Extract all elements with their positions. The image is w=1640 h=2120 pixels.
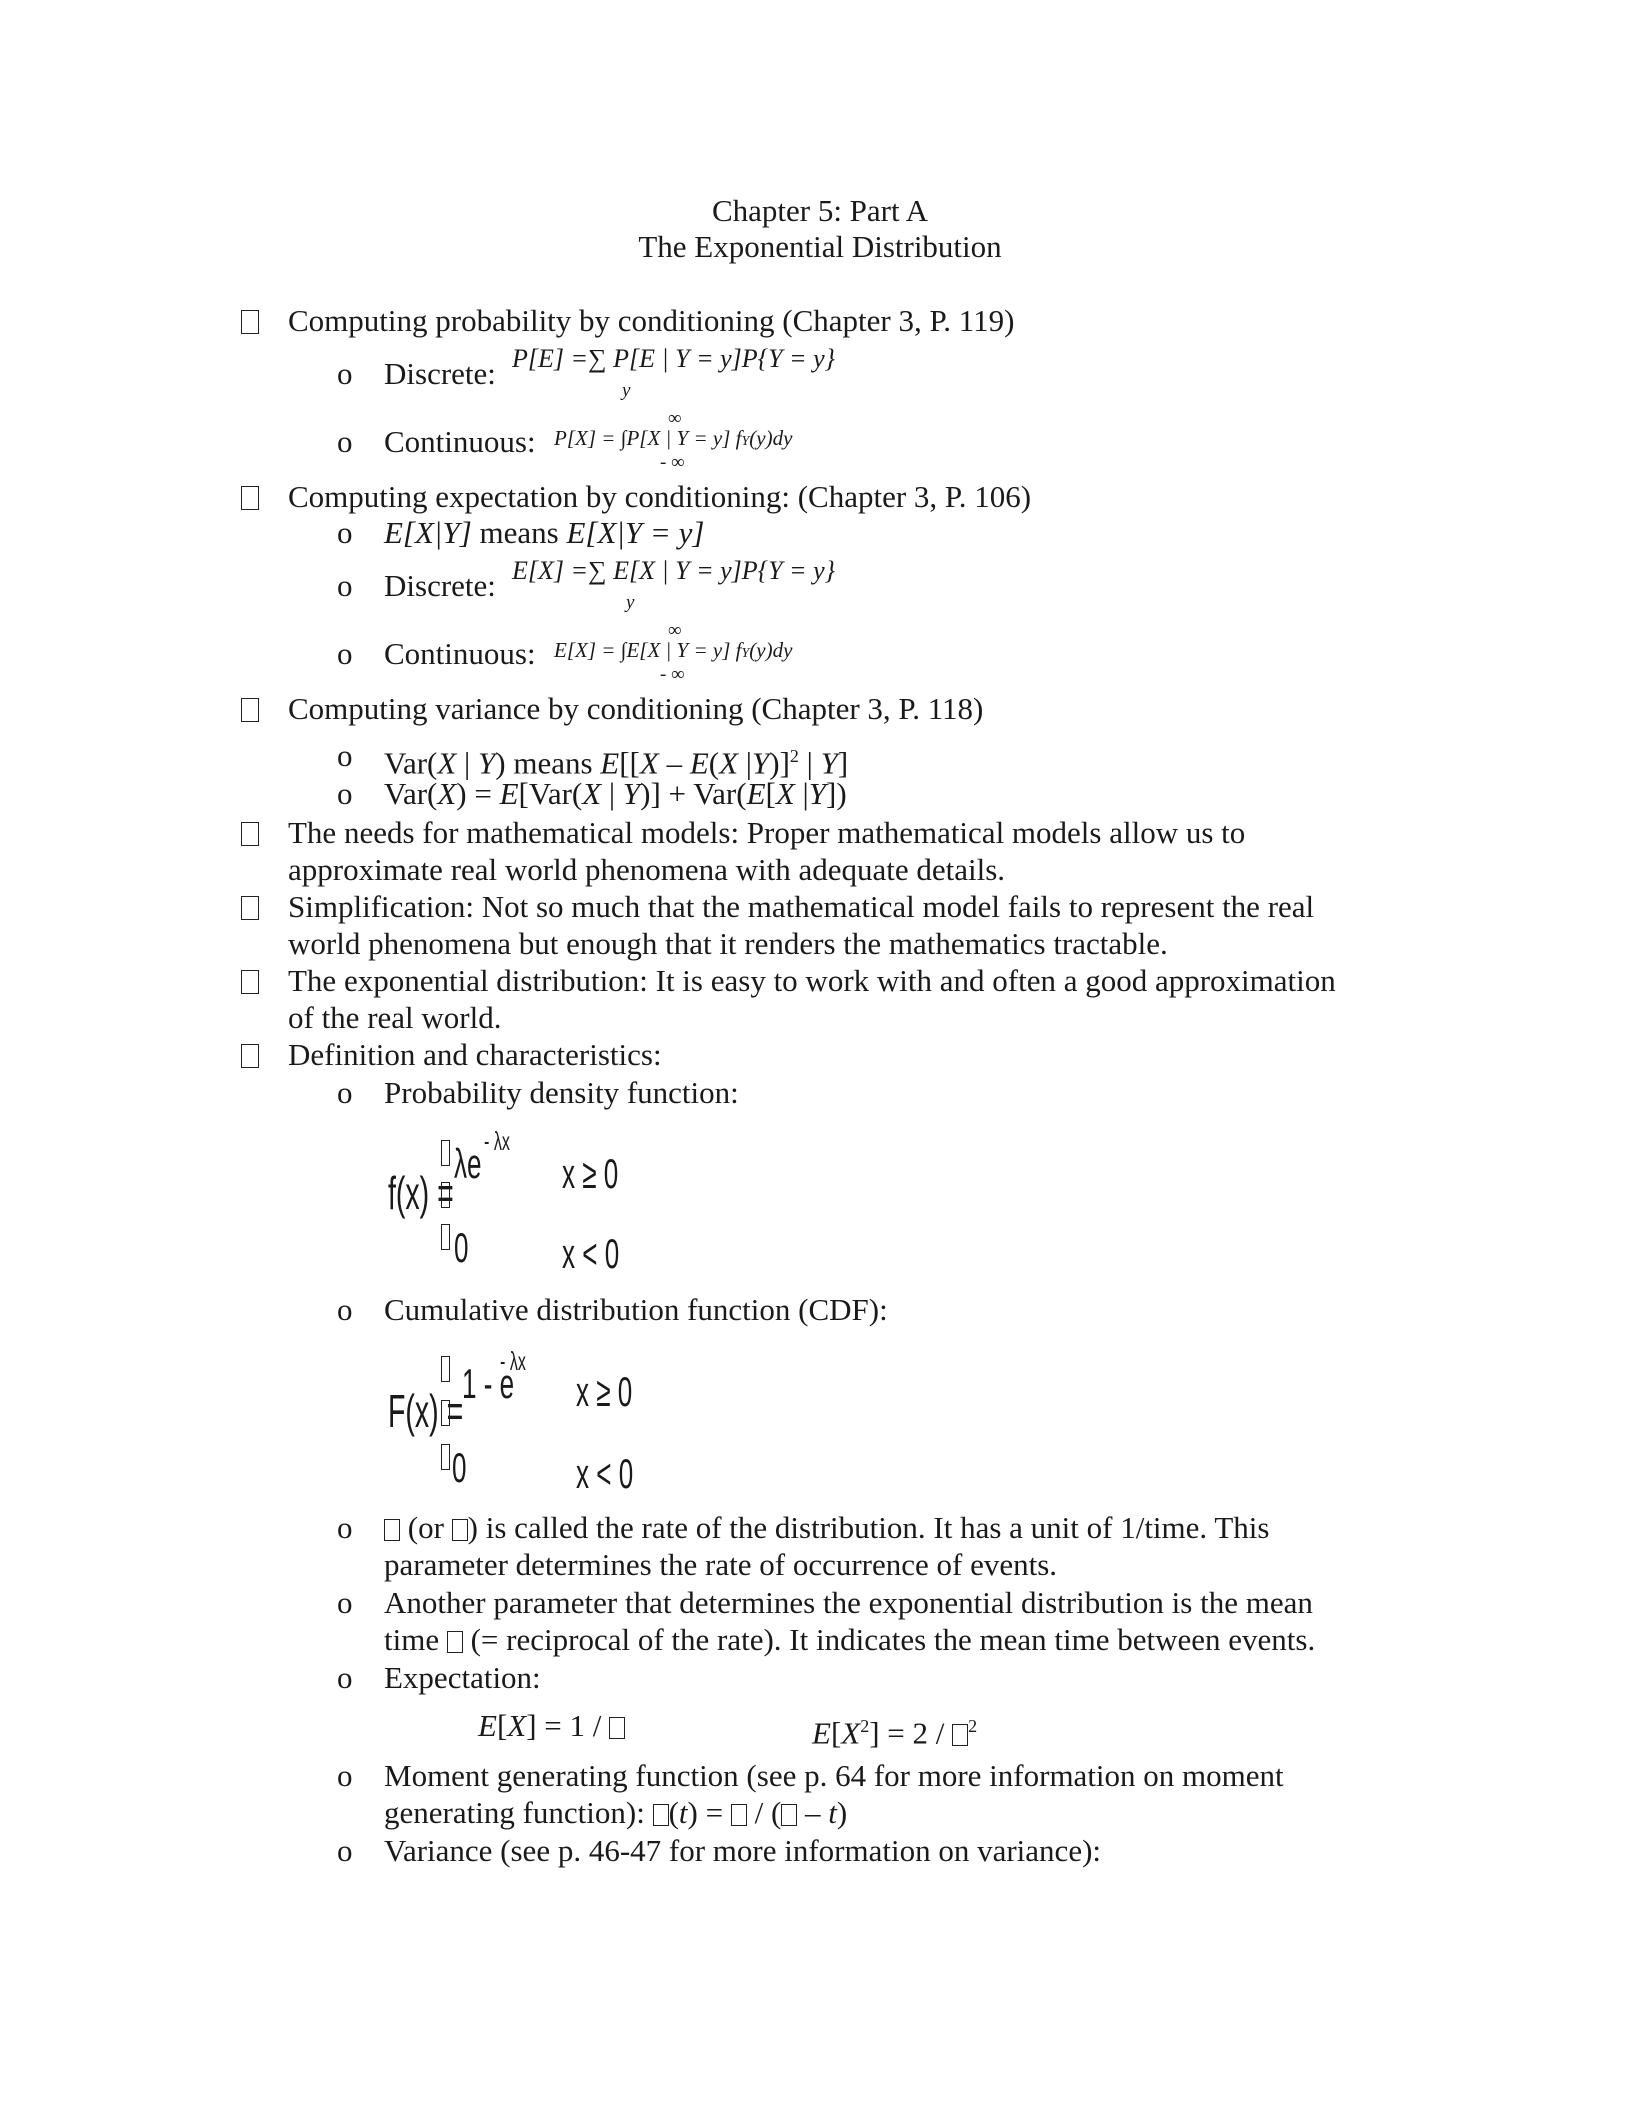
prob-discrete-label: Discrete: bbox=[384, 356, 496, 391]
rate-line-2: parameter determines the rate of occurrence of events. bbox=[384, 1547, 1058, 1582]
missing-glyph-box-icon bbox=[452, 1519, 468, 1541]
exp-cond-heading: Computing expectation by conditioning: (Chapter 3, P. 106) bbox=[288, 479, 1032, 514]
pdf-label: Probability density function: bbox=[384, 1075, 739, 1110]
o-bullet: o bbox=[337, 1075, 353, 1110]
var-Y: Y bbox=[622, 776, 641, 811]
sum-symbol: ∑ bbox=[588, 556, 607, 585]
lower-limit: - ∞ bbox=[660, 452, 685, 473]
square-bullet-icon bbox=[241, 698, 259, 722]
txt: (or bbox=[400, 1510, 452, 1545]
needs-line-1: The needs for mathematical models: Proper mathematical models allow us to bbox=[288, 815, 1246, 850]
txt: ] = 1 / bbox=[526, 1708, 610, 1743]
var-E: E bbox=[746, 776, 766, 811]
exp-continuous-equation bbox=[554, 638, 792, 663]
rate-line-1 bbox=[384, 1510, 1269, 1546]
pdf-case2: 0 bbox=[454, 1224, 469, 1271]
txt: generating function): bbox=[384, 1795, 653, 1830]
eq-left: P[X] = bbox=[554, 426, 616, 450]
cdf-case1: 1 - e bbox=[462, 1360, 515, 1407]
txt: )] + Var( bbox=[640, 776, 747, 811]
txt: (= reciprocal of the rate). It indicates the mean time between events. bbox=[462, 1622, 1316, 1657]
mean-line-1: Another parameter that determines the exponential distribution is the mean bbox=[384, 1585, 1313, 1620]
txt: ( bbox=[708, 745, 720, 781]
var-E: E bbox=[689, 745, 709, 781]
var-Y: Y bbox=[752, 745, 770, 781]
var-E: E bbox=[478, 1708, 497, 1743]
cdf-case2: 0 bbox=[452, 1444, 467, 1491]
var-X: X bbox=[719, 745, 739, 781]
expectation-first-moment bbox=[478, 1708, 625, 1744]
needs-line-2: approximate real world phenomena with adequate details. bbox=[288, 852, 1006, 887]
eq-right: P[E | Y = y]P{Y = y} bbox=[613, 344, 836, 373]
o-bullet: o bbox=[337, 568, 353, 603]
txt: | bbox=[738, 745, 752, 781]
o-bullet: o bbox=[337, 1833, 353, 1868]
square-bullet-icon bbox=[241, 970, 259, 994]
txt: ) bbox=[836, 1795, 848, 1830]
txt: ]) bbox=[826, 776, 847, 811]
exp-means-line bbox=[384, 515, 704, 551]
pdf-case1-exponent: - λx bbox=[484, 1126, 510, 1156]
eq-left: P[E] = bbox=[512, 344, 589, 373]
txt: ) means bbox=[495, 745, 601, 781]
txt: [ bbox=[496, 1708, 508, 1743]
txt: ) is called the rate of the distribution. It has a unit of 1/time. This bbox=[467, 1510, 1270, 1545]
sum-subscript: y bbox=[626, 592, 635, 613]
expectation-label: Expectation: bbox=[384, 1660, 541, 1695]
missing-glyph-box-icon bbox=[384, 1519, 400, 1541]
square-bullet-icon bbox=[241, 822, 259, 846]
exponential-line-2: of the real world. bbox=[288, 1000, 502, 1035]
missing-glyph-box-icon bbox=[609, 1717, 625, 1739]
superscript: 2 bbox=[789, 746, 799, 766]
eq-left: E[X] = bbox=[554, 638, 616, 662]
upper-limit: ∞ bbox=[668, 620, 682, 641]
var-X: X bbox=[582, 776, 602, 811]
var-E: E bbox=[812, 1715, 831, 1751]
square-bullet-icon bbox=[241, 896, 259, 920]
cdf-fx: F(x) = bbox=[388, 1385, 464, 1437]
mgf-line-1: Moment generating function (see p. 64 for more information on moment bbox=[384, 1758, 1284, 1793]
mgf-line-2 bbox=[384, 1795, 847, 1831]
txt: [ bbox=[830, 1715, 842, 1751]
var-X: X bbox=[437, 776, 457, 811]
exp-discrete-equation bbox=[512, 556, 835, 586]
cdf-cond2: x < 0 bbox=[576, 1450, 634, 1497]
square-bullet-icon bbox=[241, 310, 259, 334]
o-bullet: o bbox=[337, 738, 353, 773]
missing-glyph-box-icon bbox=[653, 1804, 669, 1826]
exp-continuous-label: Continuous: bbox=[384, 636, 536, 671]
missing-glyph-box-icon bbox=[441, 1356, 450, 1382]
var-X: X bbox=[507, 1708, 527, 1743]
square-bullet-icon bbox=[241, 486, 259, 510]
txt: Var( bbox=[384, 776, 438, 811]
o-bullet: o bbox=[337, 356, 353, 391]
pdf-case1: λe bbox=[454, 1140, 482, 1187]
var-decomposition-line bbox=[384, 776, 847, 812]
o-bullet: o bbox=[337, 1758, 353, 1793]
txt: )] bbox=[769, 745, 790, 781]
subscript-Y: Y bbox=[741, 434, 750, 449]
cdf-label: Cumulative distribution function (CDF): bbox=[384, 1292, 888, 1327]
missing-glyph-box-icon bbox=[441, 1224, 450, 1250]
integral-symbol: ∫ bbox=[620, 638, 627, 662]
eq-left: E[X] = bbox=[512, 556, 589, 585]
cdf-case1-exponent: - λx bbox=[500, 1346, 526, 1376]
exponential-line-1: The exponential distribution: It is easy to work with and often a good approximation bbox=[288, 963, 1336, 998]
eq-end: (y)dy bbox=[749, 638, 793, 662]
prob-discrete-equation bbox=[512, 344, 835, 374]
txt: Var( bbox=[384, 745, 438, 781]
prob-cond-heading: Computing probability by conditioning (Chapter 3, P. 119) bbox=[288, 303, 1015, 338]
o-bullet: o bbox=[337, 515, 353, 550]
var-X: X bbox=[841, 1715, 861, 1751]
mean-line-2 bbox=[384, 1622, 1315, 1658]
subscript-Y: Y bbox=[741, 646, 750, 661]
var-E: E bbox=[499, 776, 519, 811]
missing-glyph-box-icon bbox=[441, 1400, 450, 1426]
var-cond-heading: Computing variance by conditioning (Chapter 3, P. 118) bbox=[288, 691, 984, 726]
var-t: t bbox=[678, 1795, 688, 1830]
eq-end: (y)dy bbox=[749, 426, 793, 450]
superscript: 2 bbox=[968, 1716, 978, 1736]
missing-glyph-box-icon bbox=[441, 1182, 450, 1208]
var-X: X bbox=[437, 745, 457, 781]
variance-label: Variance (see p. 46-47 for more information on variance): bbox=[384, 1833, 1102, 1868]
txt: time bbox=[384, 1622, 447, 1657]
txt: ] = 2 / bbox=[869, 1715, 953, 1751]
missing-glyph-box-icon bbox=[952, 1724, 968, 1746]
exy-term: E[X|Y] bbox=[384, 515, 472, 550]
txt: [Var( bbox=[518, 776, 583, 811]
txt: [[ bbox=[619, 745, 640, 781]
var-Y: Y bbox=[808, 776, 826, 811]
sum-subscript: y bbox=[622, 380, 631, 401]
o-bullet: o bbox=[337, 1660, 353, 1695]
means-word: means bbox=[471, 515, 567, 550]
txt: | bbox=[798, 745, 821, 781]
var-Y: Y bbox=[478, 745, 496, 781]
txt: | bbox=[794, 776, 809, 811]
eq-right: P[X | Y = y] f bbox=[626, 426, 742, 450]
superscript: 2 bbox=[860, 1716, 870, 1736]
pdf-fx: f(x) = bbox=[388, 1167, 454, 1219]
o-bullet: o bbox=[337, 1292, 353, 1327]
cdf-cond1: x ≥ 0 bbox=[576, 1368, 633, 1415]
var-E: E bbox=[600, 745, 620, 781]
exp-discrete-label: Discrete: bbox=[384, 568, 496, 603]
o-bullet: o bbox=[337, 424, 353, 459]
var-means-line bbox=[384, 738, 848, 781]
var-X: X bbox=[775, 776, 795, 811]
missing-glyph-box-icon bbox=[441, 1444, 450, 1470]
missing-glyph-box-icon bbox=[447, 1631, 463, 1653]
var-Y: Y bbox=[820, 745, 838, 781]
sum-symbol: ∑ bbox=[588, 344, 607, 373]
var-X: X bbox=[639, 745, 659, 781]
o-bullet: o bbox=[337, 776, 353, 811]
eq-right: E[X | Y = y] f bbox=[626, 638, 742, 662]
txt: – bbox=[658, 745, 690, 781]
txt: | bbox=[456, 745, 479, 781]
integral-symbol: ∫ bbox=[620, 426, 627, 450]
txt: ) = bbox=[687, 1795, 731, 1830]
txt: ] bbox=[837, 745, 849, 781]
o-bullet: o bbox=[337, 636, 353, 671]
missing-glyph-box-icon bbox=[441, 1140, 450, 1166]
missing-glyph-box-icon bbox=[781, 1804, 797, 1826]
simplification-line-1: Simplification: Not so much that the mathematical model fails to represent the real bbox=[288, 889, 1315, 924]
simplification-line-2: world phenomena but enough that it renders the mathematics tractable. bbox=[288, 926, 1168, 961]
document-title: The Exponential Distribution bbox=[638, 229, 1002, 264]
txt: ( bbox=[668, 1795, 679, 1830]
txt: ) = bbox=[456, 776, 500, 811]
var-t: t bbox=[828, 1795, 837, 1830]
upper-limit: ∞ bbox=[668, 408, 682, 429]
chapter-heading: Chapter 5: Part A bbox=[711, 193, 929, 228]
pdf-cond1: x ≥ 0 bbox=[562, 1150, 619, 1197]
txt: | bbox=[601, 776, 623, 811]
o-bullet: o bbox=[337, 1585, 353, 1620]
definition-heading: Definition and characteristics: bbox=[288, 1037, 662, 1072]
prob-continuous-equation bbox=[554, 426, 792, 451]
o-bullet: o bbox=[337, 1510, 353, 1545]
missing-glyph-box-icon bbox=[731, 1804, 747, 1826]
square-bullet-icon bbox=[241, 1044, 259, 1068]
lower-limit: - ∞ bbox=[660, 664, 685, 685]
txt: / ( bbox=[746, 1795, 782, 1830]
prob-continuous-label: Continuous: bbox=[384, 424, 536, 459]
txt: [ bbox=[765, 776, 776, 811]
exy-given-term: E[X|Y = y] bbox=[566, 515, 705, 550]
pdf-cond2: x < 0 bbox=[562, 1230, 620, 1277]
expectation-second-moment bbox=[812, 1708, 977, 1751]
eq-right: E[X | Y = y]P{Y = y} bbox=[613, 556, 836, 585]
txt: – bbox=[797, 1795, 829, 1830]
